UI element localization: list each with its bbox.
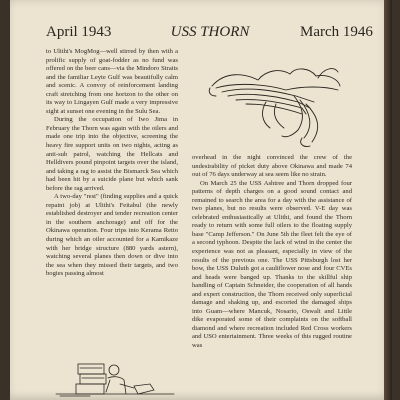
paragraph: On March 25 the USS Ashtree and Thorn dropped four patterns of depth charges on a good sound contact and remained to search the area for a day with the assistance of two planes, but no results were observed. V-E day was celebrated enthusiastically at Ulithi, and found the Thorn ready to return with some full oilers to the floating supply base "Camp Jefferson." On June 5th the fleet felt the eye of a second typhoon. Despite the lack of wind in the center the experience was not as pleasant, especially in view of the results of the previous one. The USS Pittsburgh lost her bow, the USS Duluth got a cauliflower nose and four CVEs and heads were banged up. Thanks to the skillful ship handling of Captain Schneider, the cooperation of all hands and expert construction, the Thorn received only superficial damage and shaking up, and escorted the damaged ships into Guam—where Mancuk, Nosario, Oswalt and Little dike evaporated some of their complaints on the softball diamond and where recreation included Red Cross workers and USO entertainment. Three weeks of this rugged routine was: [192, 179, 352, 350]
paragraph: to Ulithi's MogMog—well stirred by then with a prolific supply of goat-fodder as no fund was offered on the beer cans—via the Mindoro Straits and the familiar Leyte Gulf was beautifully calm and scenic. A convoy of reinforcement landing craft stretching from one horizon to the other on its way to Lingayen Gulf made a very impressive sight at sunset one evening in the Sulu Sea.: [46, 48, 178, 115]
sailor-sketch-illustration: [50, 358, 180, 400]
header-ship-name: USS THORN: [170, 24, 250, 40]
paragraph: overhead in the night convinced the crew of the undesirability of picket duty above Okinawa and made 74 out of 76 days underway at sea seem like no strain.: [192, 154, 352, 179]
right-text-column: [192, 154, 352, 400]
yearbook-page: [10, 0, 392, 400]
header-end-date: March 1946: [300, 24, 373, 40]
typhoon-cartoon-illustration: [206, 56, 346, 152]
left-text-column: [46, 48, 178, 368]
paragraph: A two-day "rest" (finding supplies and a quick repaint job) at Ulithi's Feitabul (the newly established destroyer and tender recreation center in the southern anchorage) and off for the Okinawa operation. Four trips into Kerama Retto during which an oiler accounted for a Kamikaze with her bridge structure (880 yards astern), watching several planes then down or dive into the sea when they missed their targets, and two bogies passing almost: [46, 193, 178, 278]
header-start-date: April 1943: [46, 24, 112, 40]
paragraph: During the occupation of Iwo Jima in February the Thorn was again with the oilers and made one trip into the objective, screening the heavy fire support units on two nights, acting as anti-sub patrol, watching the Hellcats and Helldivers pound pinpoint targets over the island, and taking a rag to assist the Bismarck Sea which had been hit by a suicide plane but which sank before the rag arrived.: [46, 116, 178, 192]
book-spine: [384, 0, 392, 400]
page-header: [10, 24, 392, 48]
